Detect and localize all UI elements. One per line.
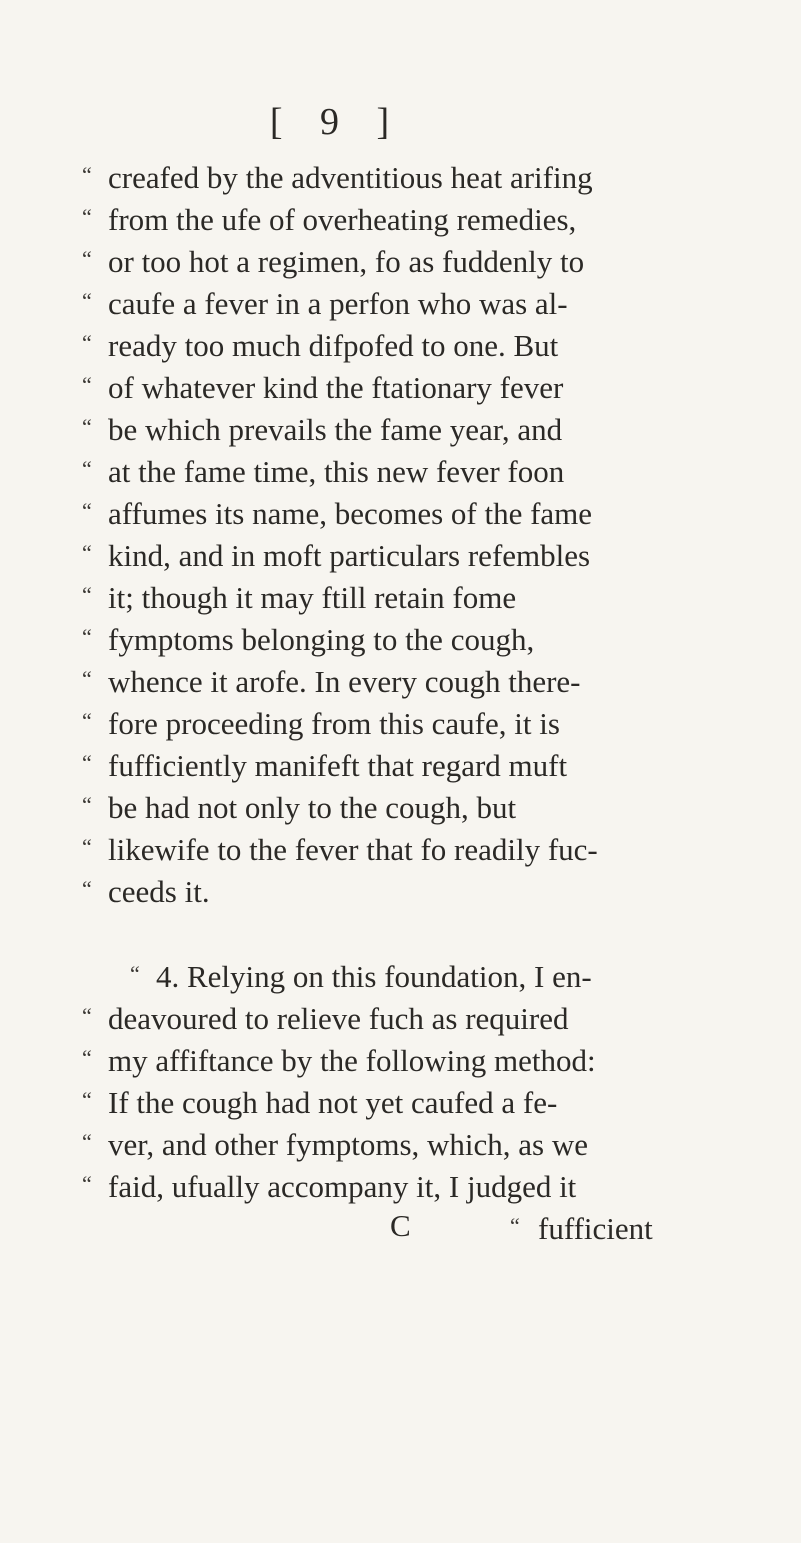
quote-mark: “ [82,498,92,523]
quote-mark: “ [82,750,92,775]
quote-mark: “ [510,1213,520,1238]
text-line [82,575,742,618]
text-line [82,996,742,1039]
text-line [82,1038,742,1081]
text-line [82,281,742,324]
quote-mark: “ [82,204,92,229]
signature-mark: C [390,1208,411,1243]
line-text: If the cough had not yet caufed a fe- [108,1085,558,1120]
line-text: be which prevails the fame year, and [108,412,563,447]
text-line [82,239,742,282]
text-line [82,827,742,870]
quote-mark: “ [82,876,92,901]
line-text: ready too much difpofed to one. But [108,328,559,363]
line-text: likewife to the fever that fo readily fuc- [108,832,598,867]
quote-mark: “ [82,540,92,565]
line-text: caufe a fever in a perfon who was al- [108,286,568,321]
line-text: be had not only to the cough, but [108,790,517,825]
paragraph-start-line [82,954,742,997]
text-line [82,701,742,744]
text-line [82,365,742,408]
line-text: fufficiently manifeft that regard muft [108,748,568,783]
quote-mark: “ [82,624,92,649]
line-text: faid, ufually accompany it, I judged it [108,1169,577,1204]
quote-mark: “ [82,1129,92,1154]
line-text: of whatever kind the ftationary fever [108,370,564,405]
text-line [82,617,742,660]
quote-mark: “ [82,288,92,313]
quote-mark: “ [82,414,92,439]
quote-mark: “ [82,1171,92,1196]
text-line [82,491,742,534]
line-text: creafed by the adventitious heat arifing [108,160,593,195]
line-text: it; though it may ftill retain fome [108,580,517,615]
quote-mark: “ [130,961,140,986]
quote-mark: “ [82,162,92,187]
text-line [82,869,742,912]
catchword [510,1206,653,1249]
text-line [82,533,742,576]
text-line [82,785,742,828]
line-text: ver, and other fymptoms, which, as we [108,1127,589,1162]
text-line [82,197,742,240]
line-text: 4. Relying on this foundation, I en- [156,959,592,994]
line-text: affumes its name, becomes of the fame [108,496,593,531]
line-text: at the fame time, this new fever foon [108,454,565,489]
text-line [82,449,742,492]
line-text: fymptoms belonging to the cough, [108,622,535,657]
line-text: kind, and in moft particulars refembles [108,538,591,573]
quote-mark: “ [82,1003,92,1028]
text-line [82,1080,742,1123]
quote-mark: “ [82,708,92,733]
quote-mark: “ [82,834,92,859]
quote-mark: “ [82,372,92,397]
line-text: fore proceeding from this caufe, it is [108,706,560,741]
quote-mark: “ [82,1087,92,1112]
text-line [82,155,742,198]
quote-mark: “ [82,582,92,607]
quote-mark: “ [82,1045,92,1070]
line-text: from the ufe of overheating remedies, [108,202,577,237]
catchword-text: fufficient [538,1211,653,1246]
line-text: or too hot a regimen, fo as fuddenly to [108,244,585,279]
line-text: ceeds it. [108,874,210,909]
quote-mark: “ [82,330,92,355]
text-line [82,743,742,786]
line-text: deavoured to relieve fuch as required [108,1001,569,1036]
line-text: my affiftance by the following method: [108,1043,596,1078]
text-line [82,407,742,450]
text-line [82,1122,742,1165]
quote-mark: “ [82,666,92,691]
text-line [82,323,742,366]
quote-mark: “ [82,456,92,481]
text-line [82,1164,742,1207]
quote-mark: “ [82,246,92,271]
page-number: [ 9 ] [269,101,404,143]
quote-mark: “ [82,792,92,817]
line-text: whence it arofe. In every cough there- [108,664,581,699]
text-line [82,659,742,702]
